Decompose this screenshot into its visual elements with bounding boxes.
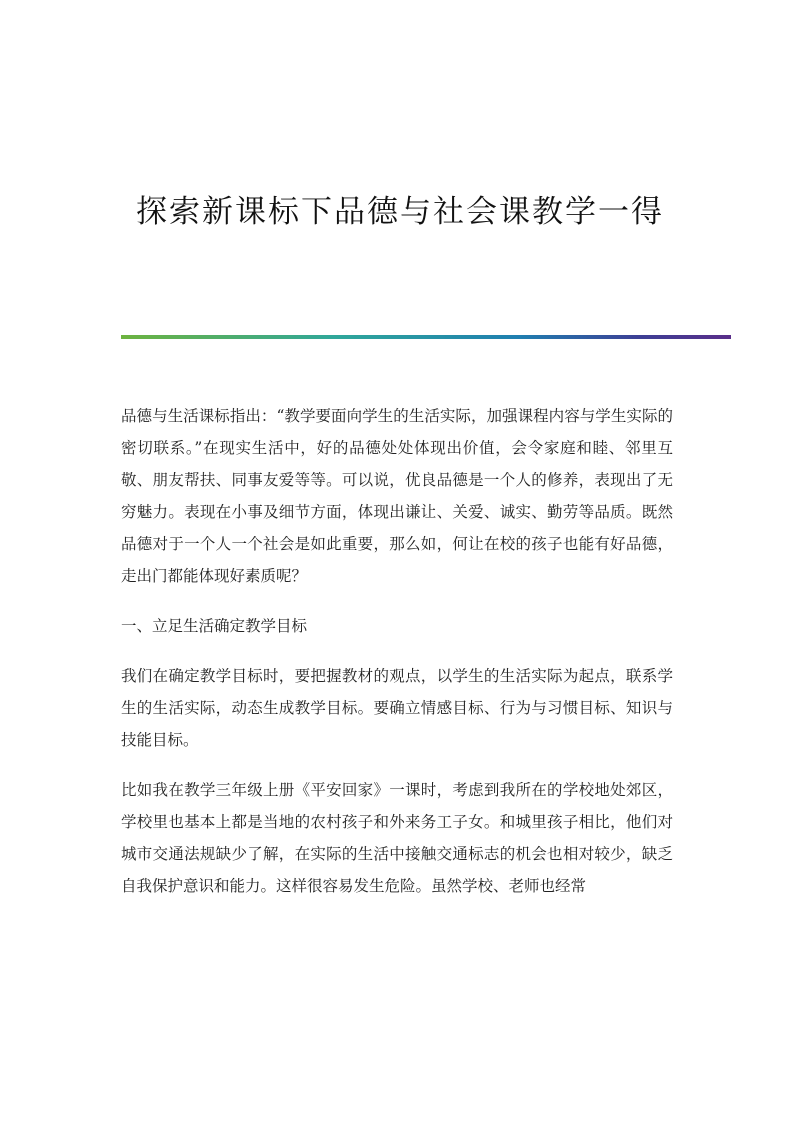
body-paragraph: 比如我在教学三年级上册《平安回家》一课时，考虑到我所在的学校地处郊区，学校里也基本上都是当地的农村孩子和外来务工子女。和城里孩子相比，他们对城市交通法规缺少了解，在实际的生活中接触交通标志的机会也相对较少，缺乏自我保护意识和能力。这样很容易发生危险。虽然学校、老师也经常 [121,781,673,895]
document-body [121,400,673,920]
section-heading: 一、立足生活确定教学目标 [121,617,308,635]
title-divider [121,335,731,339]
intro-paragraph: 品德与生活课标指出：“教学要面向学生的生活实际，加强课程内容与学生实际的密切联系。”在现实生活中，好的品德处处体现出价值，会令家庭和睦、邻里互敬、朋友帮扶、同事友爱等等。可以说，优良品德是一个人的修养，表现出了无穷魅力。表现在小事及细节方面，体现出谦让、关爱、诚实、勤劳等品质。既然品德对于一个人一个社会是如此重要，那么如，何让在校的孩子也能有好品德，走出门都能体现好素质呢？ [121,407,673,585]
document-title: 探索新课标下品德与社会课教学一得 [136,194,664,230]
body-paragraph: 我们在确定教学目标时，要把握教材的观点，以学生的生活实际为起点，联系学生的生活实际，动态生成教学目标。要确立情感目标、行为与习惯目标、知识与技能目标。 [121,667,673,749]
